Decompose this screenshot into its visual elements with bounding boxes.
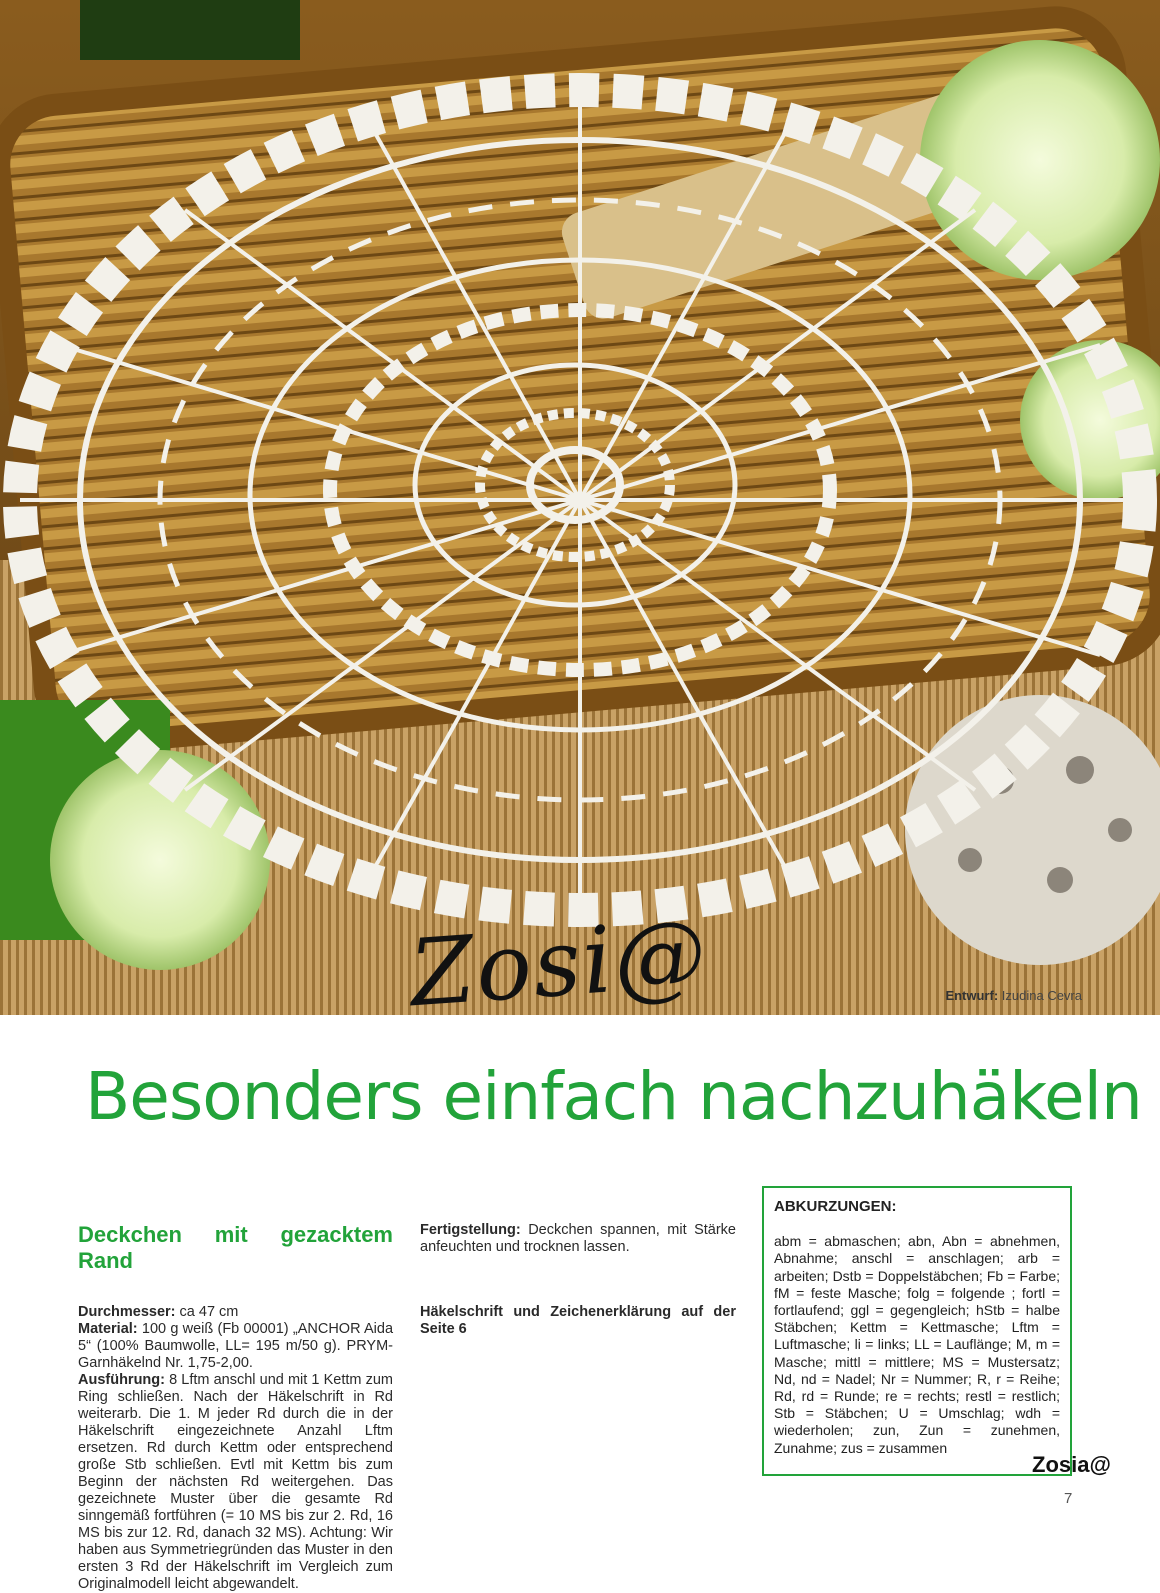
credit-label: Entwurf: [945, 988, 999, 1003]
chart-reference-note: Häkelschrift und Zeichenerklärung auf der Seite 6 [420, 1304, 736, 1337]
article-subhead: Deckchen mit gezacktem Rand [78, 1222, 393, 1273]
design-credit [945, 988, 1082, 1003]
material-text: 100 g weiß (Fb 00001) „ANCHOR Aida 5“ (100% Baumwolle, LL= 195 m/50 g). PRYM-Garnhäkelnd Nr. 1,75-2,00. [78, 1321, 394, 1371]
watermark-signature: Zosi@ [406, 899, 712, 1028]
durchmesser-text: ca 47 cm [179, 1304, 239, 1320]
article-column-2 [420, 1222, 736, 1338]
ausfuehrung-label: Ausführung: [78, 1372, 165, 1388]
material-paragraph [78, 1321, 393, 1372]
page-number: 7 [1064, 1490, 1073, 1507]
abbreviations-text: abm = abmaschen; abn, Abn = abnehmen, Abnahme; anschl = anschlagen; arb = arbeiten; Dstb = Doppelstäbchen; Fb = Farbe; fM = feste Masche; folg = folgende ; fortl = fortlaufend; ggl = gegengleich; hStb = halbe Stäbchen; Kettm = Kettmasche; Lftm = Luftmasche; li = links; LL = Lauflänge; M, m = Masche; mittl = mittlere; MS = Mustersatz; Nd, nd = Nadel; Nr = Nummer; R, r = Reihe; Rd, rd = Runde; re = rechts; restl = restlich; Stb = Stäbchen; U = Umschlag; wdh = wiederholen; zun, Zun = zunehmen, Zunahme; zus = zusammen [774, 1233, 1060, 1456]
ausfuehrung-paragraph [78, 1372, 393, 1593]
fertigstellung-label: Fertigstellung: [420, 1222, 521, 1238]
article-column-1 [78, 1222, 393, 1593]
fertigstellung-text: Deckchen spannen, mit Stärke anfeuchten und trocknen lassen. [420, 1222, 736, 1255]
abbreviations-box [762, 1186, 1072, 1476]
fertigstellung-paragraph [420, 1222, 736, 1256]
signature-mark: Zosia@ [1032, 1452, 1111, 1477]
ausfuehrung-text: 8 Lftm anschl und mit 1 Kettm zum Ring schließen. Nach der Häkelschrift in Rd weiterarb. Die 1. M jeder Rd durch die in der Häkelschrift eingezeichnete Anzahl Lftm ersetzen. Rd durch Kettm oder entsprechend große Stb schließen. Evtl mit Kettm bis zum Beginn der nächsten Rd weitergehen. Das gezeichnete Muster über die gesamte Rd sinngemäß fortführen (= 10 MS bis zur 2. Rd, 16 MS bis zur 12. Rd, danach 32 MS). Achtung: Wir haben aus Symmetriegründen das Muster in den ersten 3 Rd der Häkelschrift im Vergleich zum Originalmodell leicht abgewandelt. [78, 1372, 393, 1592]
durchmesser-paragraph [78, 1304, 393, 1321]
credit-name: Izudina Cevra [1001, 988, 1082, 1003]
abbreviations-title: ABKURZUNGEN: [774, 1198, 897, 1215]
page-headline: Besonders einfach nachzuhäkeln [85, 1058, 1142, 1135]
durchmesser-label: Durchmesser: [78, 1304, 176, 1320]
material-label: Material: [78, 1321, 138, 1337]
